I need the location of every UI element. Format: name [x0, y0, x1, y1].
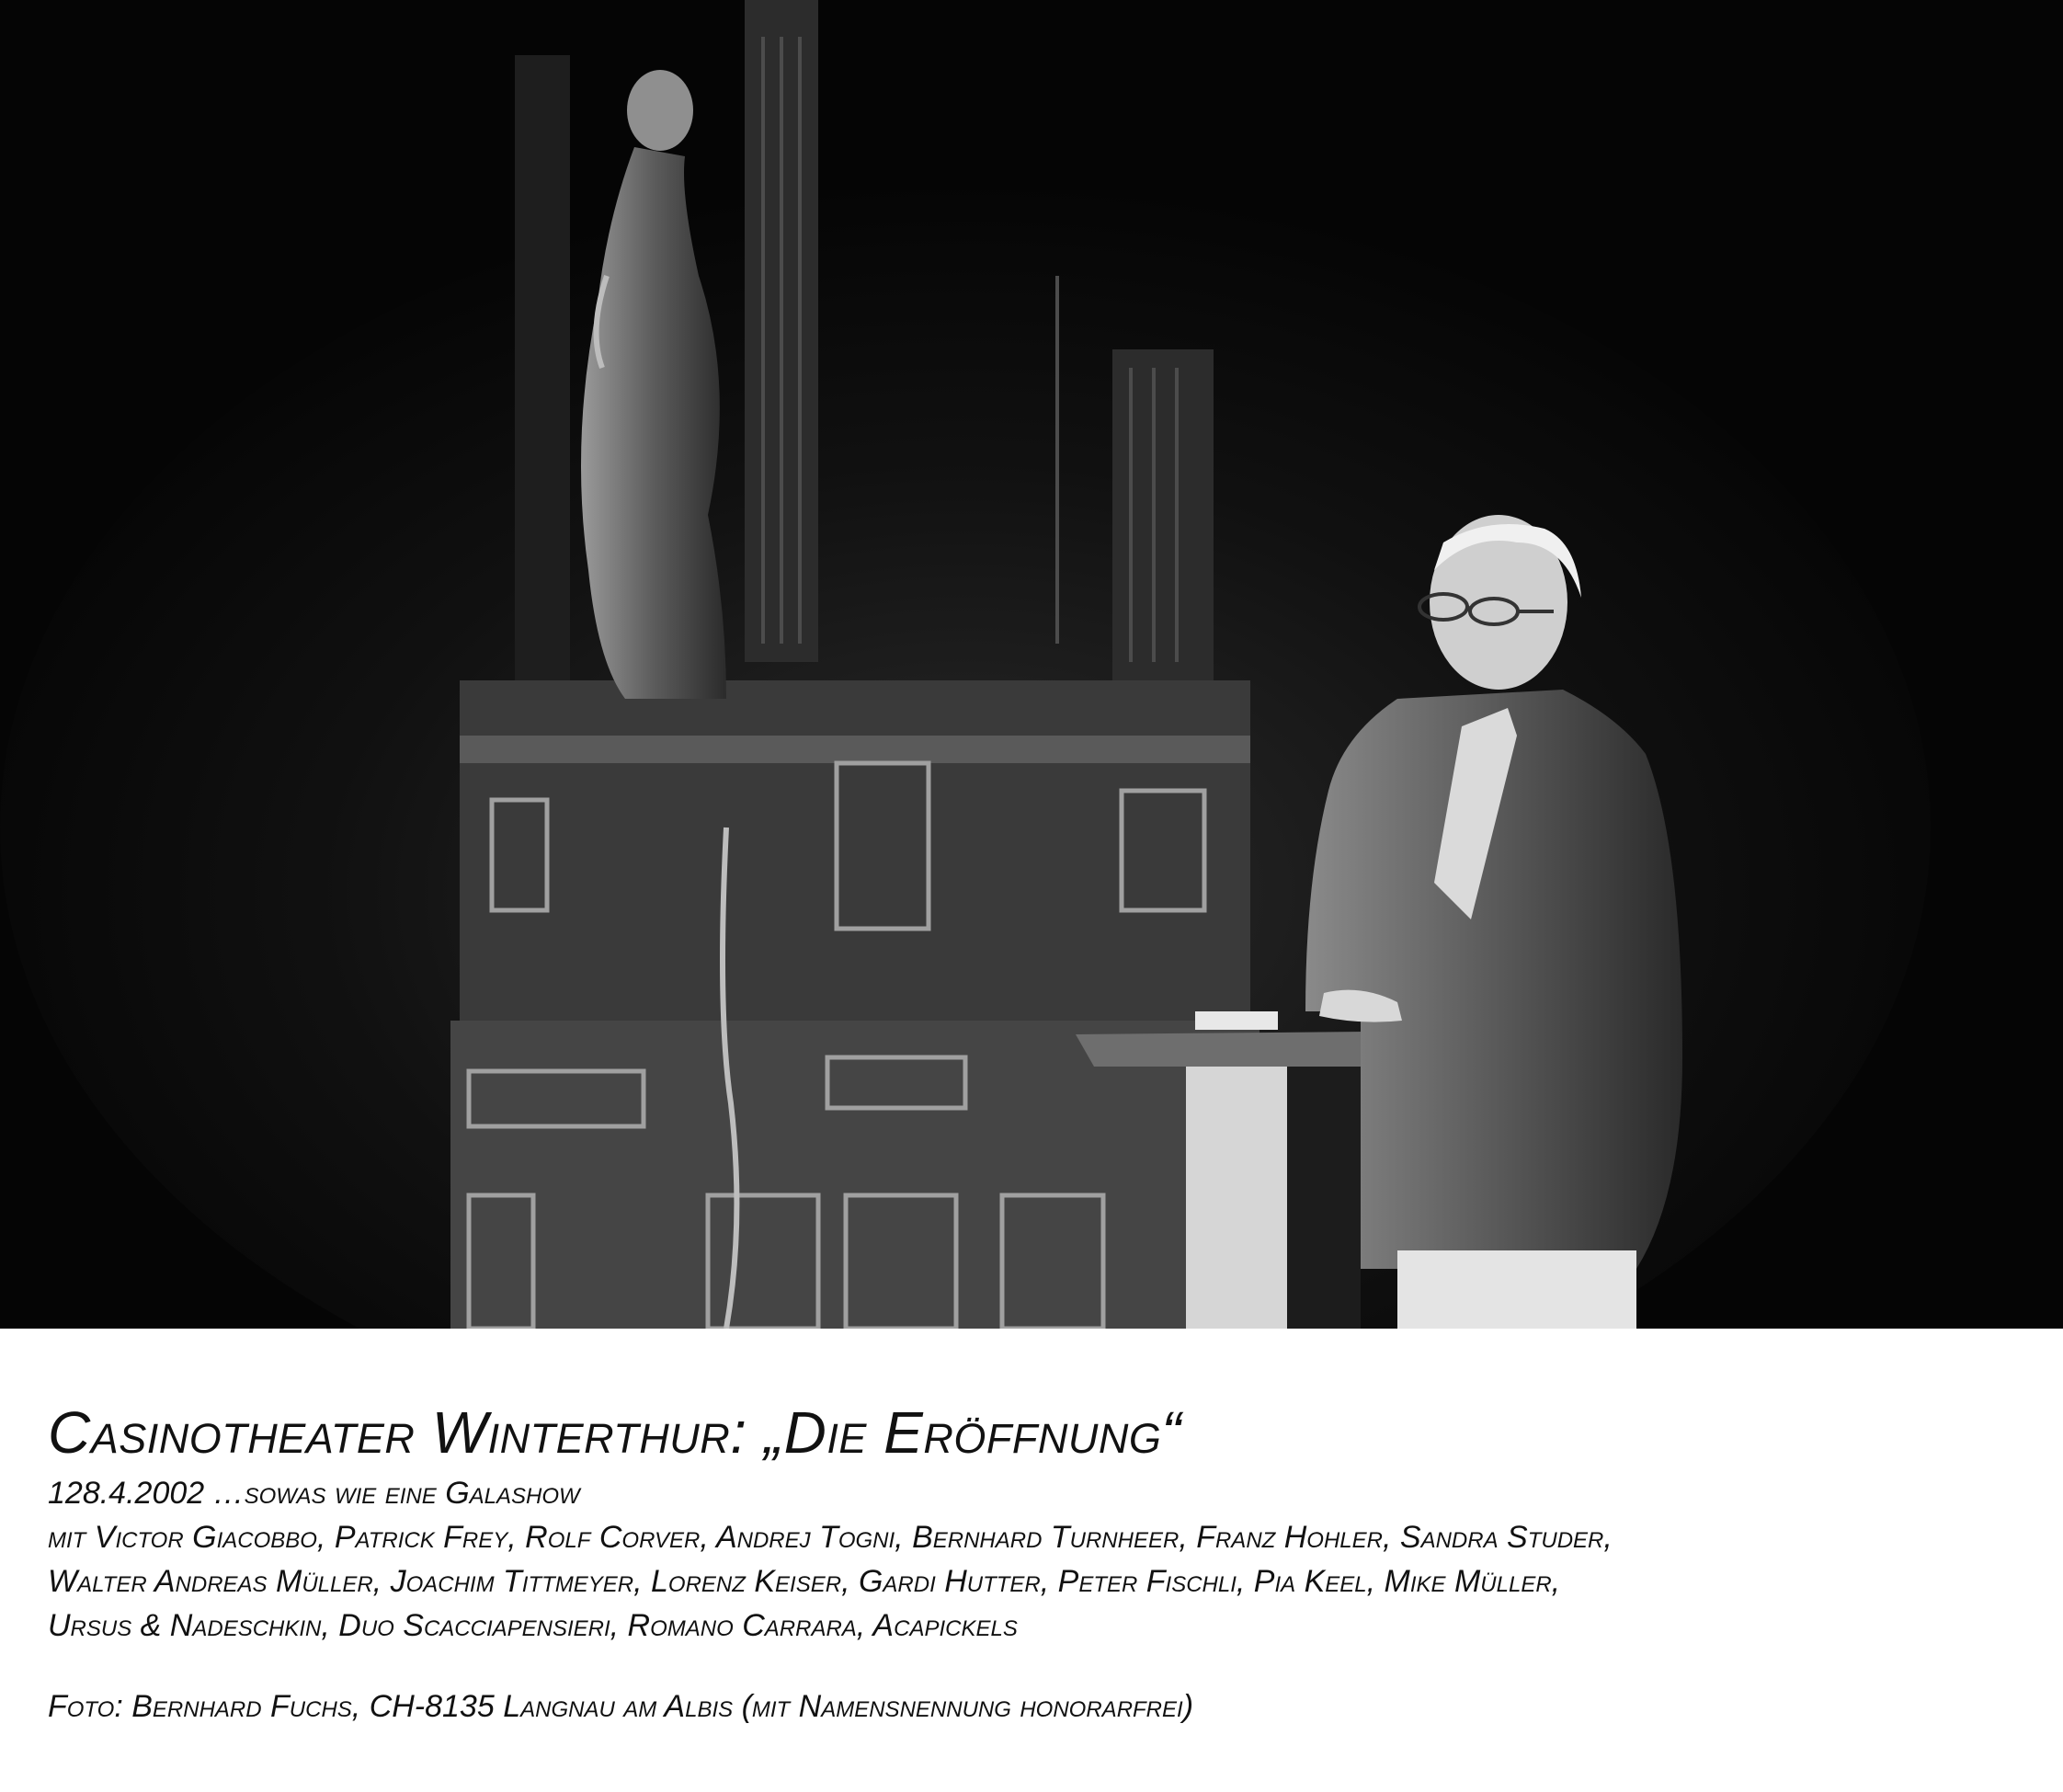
cast-line-1: mit Victor Giacobbo, Patrick Frey, Rolf Corver, Andrej Togni, Bernhard Turnheer, Franz Hohler, Sandra Studer,: [48, 1520, 1613, 1555]
caption-block: [48, 1398, 2024, 1729]
date-line: 128.4.2002 …sowas wie eine Galashow: [48, 1476, 580, 1511]
cast-line-3: Ursus & Nadeschkin, Duo Scacciapensieri, Romano Carrara, Acapickels: [48, 1608, 1018, 1643]
photo-credit: Foto: Bernhard Fuchs, CH-8135 Langnau am Albis (mit Namensnennung honorarfrei): [48, 1689, 1194, 1724]
organ-base: [450, 680, 1259, 1329]
caption-title: Casinotheater Winterthur: „Die Eröffnung“: [48, 1399, 1182, 1466]
spacer: [48, 1648, 2024, 1684]
cast-line-2: Walter Andreas Müller, Joachim Tittmeyer, Lorenz Keiser, Gardi Hutter, Peter Fischli, Pia Keel, Mike Müller,: [48, 1564, 1561, 1599]
statue: [581, 70, 726, 699]
